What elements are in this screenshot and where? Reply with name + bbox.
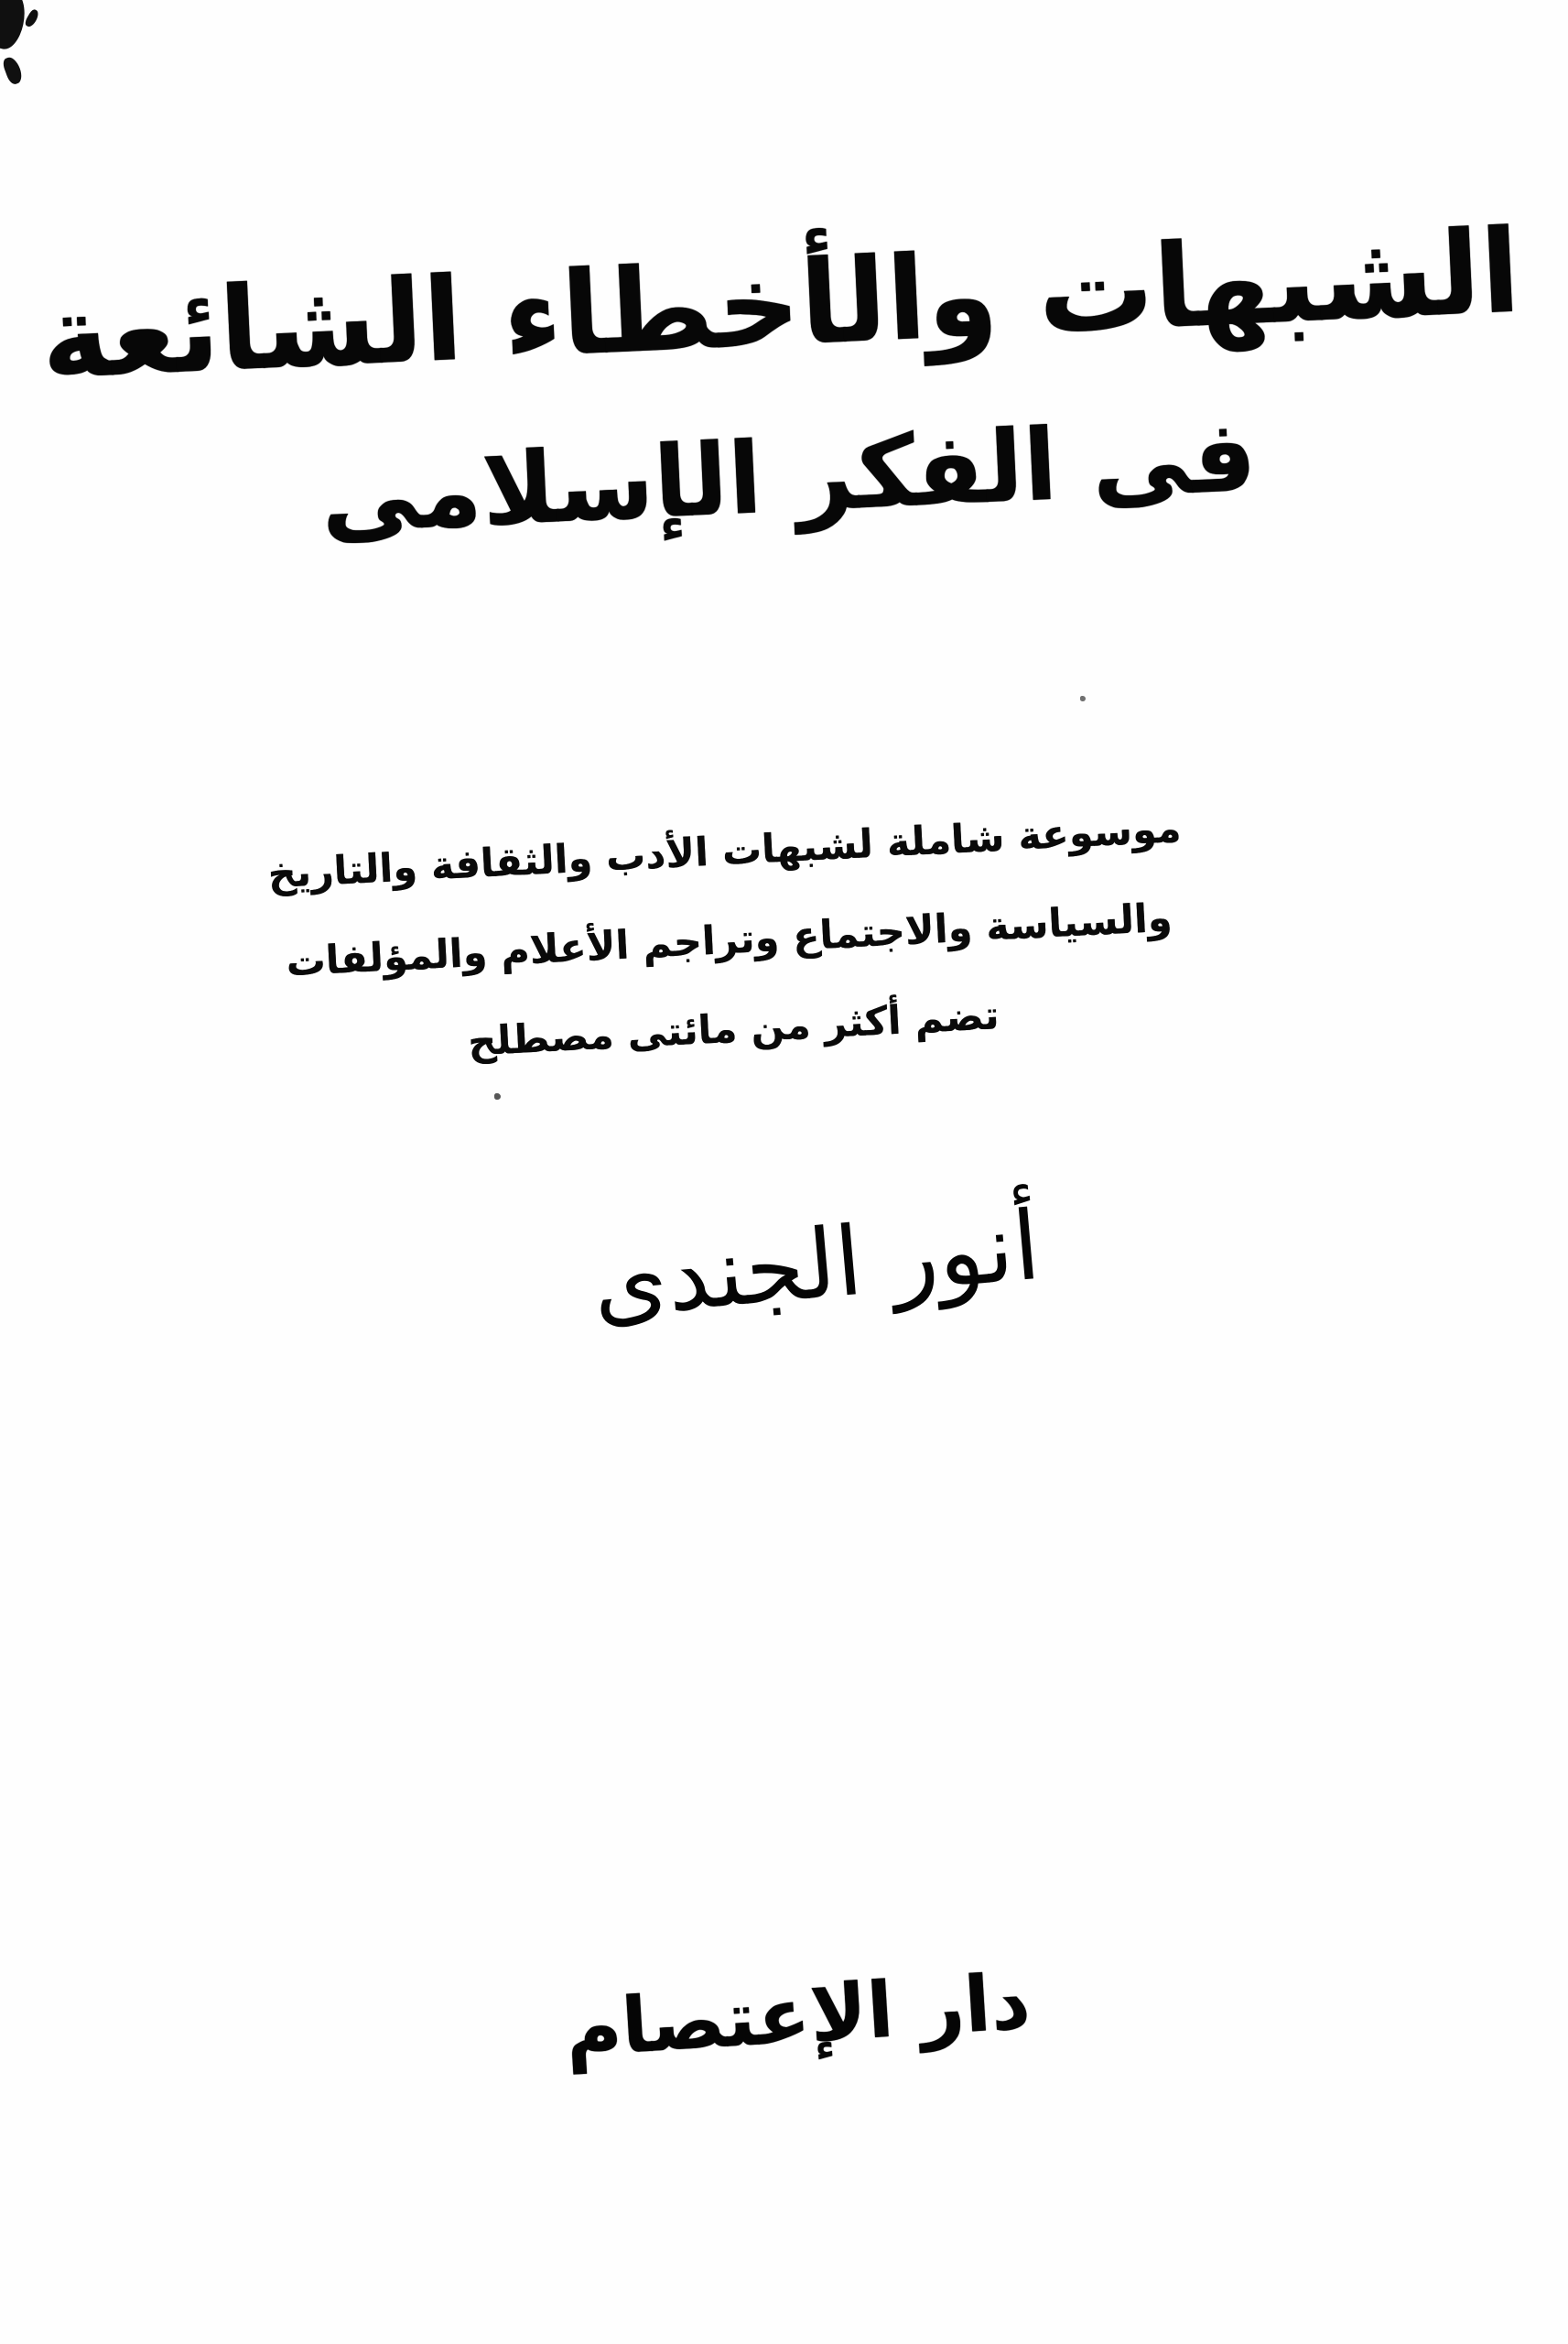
book-title-line2: فى الفكر الإسلامى — [318, 399, 1260, 557]
scan-smudge — [0, 0, 29, 52]
book-title-line1: الشبهات والأخطاء الشائعة — [38, 203, 1523, 406]
publisher-name: دار الإعتصام — [562, 1956, 1033, 2075]
subtitle-line-2: والسياسة والاجتماع وتراجم الأعلام والمؤلفات — [285, 895, 1173, 986]
scan-smudge — [24, 8, 41, 28]
subtitle-line-3: تضم أكثر من مائتى مصطلح — [467, 992, 1000, 1066]
subtitle-line-1: موسوعة شاملة لشبهات الأدب والثقافة والتاريخ — [266, 805, 1183, 898]
scan-speck — [1080, 696, 1086, 701]
book-subtitle — [131, 777, 1326, 1102]
scan-speck — [494, 1093, 501, 1100]
scan-smudge — [1, 55, 24, 86]
book-title — [0, 179, 1568, 578]
author-signature: أنور الجندى — [588, 1188, 1044, 1340]
